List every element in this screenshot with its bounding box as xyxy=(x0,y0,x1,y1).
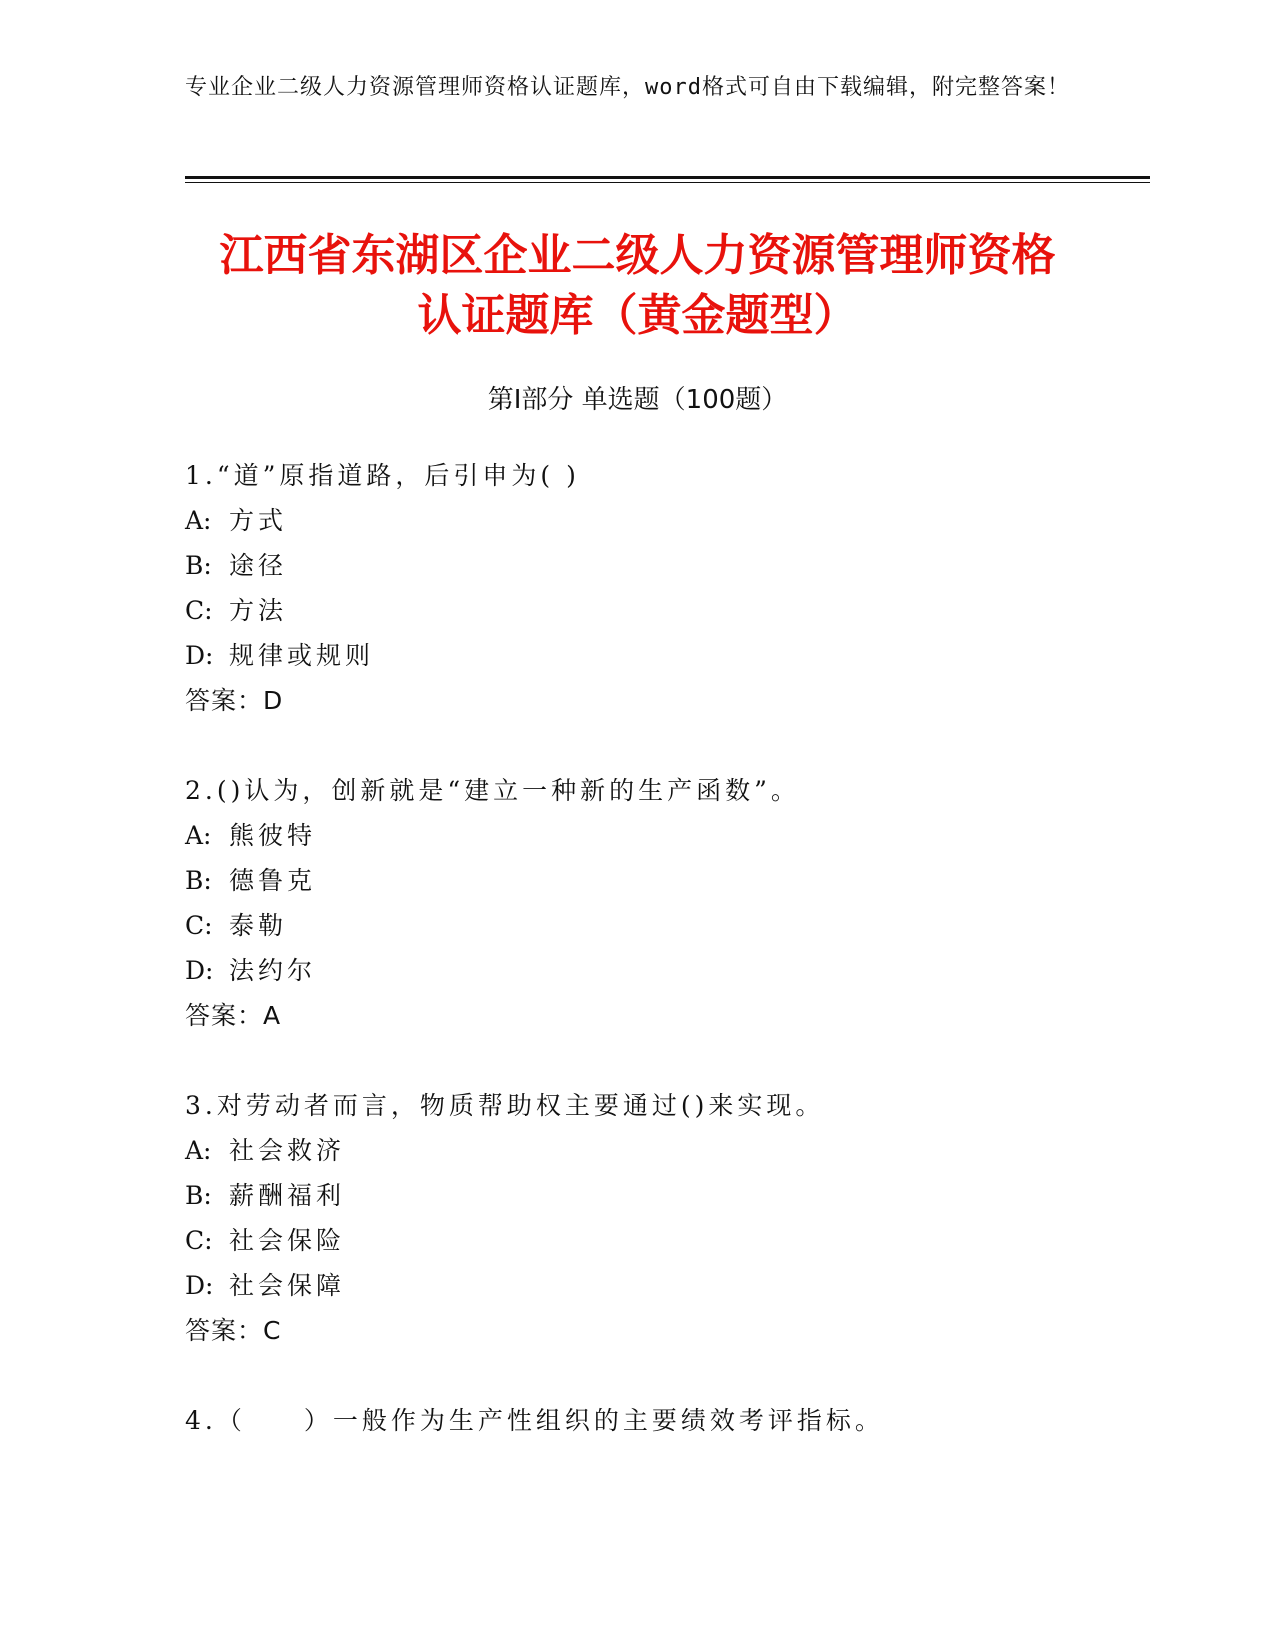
option-key: D: xyxy=(185,1271,214,1300)
option-key: C: xyxy=(185,596,213,625)
option-text: 社会保障 xyxy=(229,1271,346,1300)
title-line-2: 认证题库（黄金题型） xyxy=(417,290,858,341)
option-d xyxy=(185,633,1185,678)
option-b xyxy=(185,1173,1185,1218)
option-a xyxy=(185,1128,1185,1173)
option-text: 方式 xyxy=(229,506,288,535)
question-stem: 4.（ ）一般作为生产性组织的主要绩效考评指标。 xyxy=(185,1406,884,1435)
answer-line: 答案：A xyxy=(185,1001,282,1030)
header-note: 专业企业二级人力资源管理师资格认证题库，word格式可自由下载编辑，附完整答案！ xyxy=(185,75,1070,100)
option-key: C: xyxy=(185,1226,213,1255)
option-text: 薪酬福利 xyxy=(229,1181,346,1210)
option-key: C: xyxy=(185,911,213,940)
option-a xyxy=(185,498,1185,543)
option-text: 规律或规则 xyxy=(229,641,375,670)
option-c xyxy=(185,903,1185,948)
question-stem: 2.()认为，创新就是“建立一种新的生产函数”。 xyxy=(185,776,800,805)
answer-line: 答案：D xyxy=(185,686,284,715)
option-text: 途径 xyxy=(229,551,288,580)
option-text: 熊彼特 xyxy=(229,821,317,850)
option-d xyxy=(185,948,1185,993)
document-title xyxy=(100,226,1175,346)
option-text: 方法 xyxy=(229,596,288,625)
title-line-1: 江西省东湖区企业二级人力资源管理师资格 xyxy=(219,230,1056,281)
option-d xyxy=(185,1263,1185,1308)
option-c xyxy=(185,1218,1185,1263)
question-4 xyxy=(185,1398,1185,1443)
option-key: D: xyxy=(185,956,214,985)
option-key: A: xyxy=(185,821,212,850)
option-key: D: xyxy=(185,641,214,670)
option-text: 社会救济 xyxy=(229,1136,346,1165)
question-2 xyxy=(185,768,1185,1038)
answer-line: 答案：C xyxy=(185,1316,282,1345)
question-3 xyxy=(185,1083,1185,1353)
question-stem: 1.“道”原指道路，后引申为( ) xyxy=(185,461,580,490)
question-1 xyxy=(185,453,1185,723)
option-text: 法约尔 xyxy=(229,956,317,985)
option-text: 泰勒 xyxy=(229,911,288,940)
option-c xyxy=(185,588,1185,633)
question-stem: 3.对劳动者而言，物质帮助权主要通过()来实现。 xyxy=(185,1091,825,1120)
option-key: A: xyxy=(185,506,212,535)
option-key: A: xyxy=(185,1136,212,1165)
option-text: 社会保险 xyxy=(229,1226,346,1255)
option-b xyxy=(185,543,1185,588)
option-a xyxy=(185,813,1185,858)
section-heading: 第I部分 单选题（100题） xyxy=(487,385,788,415)
option-b xyxy=(185,858,1185,903)
option-key: B: xyxy=(185,551,212,580)
header-divider-thin xyxy=(185,182,1150,183)
header-divider-thick xyxy=(185,176,1150,179)
option-key: B: xyxy=(185,866,212,895)
option-key: B: xyxy=(185,1181,212,1210)
option-text: 德鲁克 xyxy=(229,866,317,895)
